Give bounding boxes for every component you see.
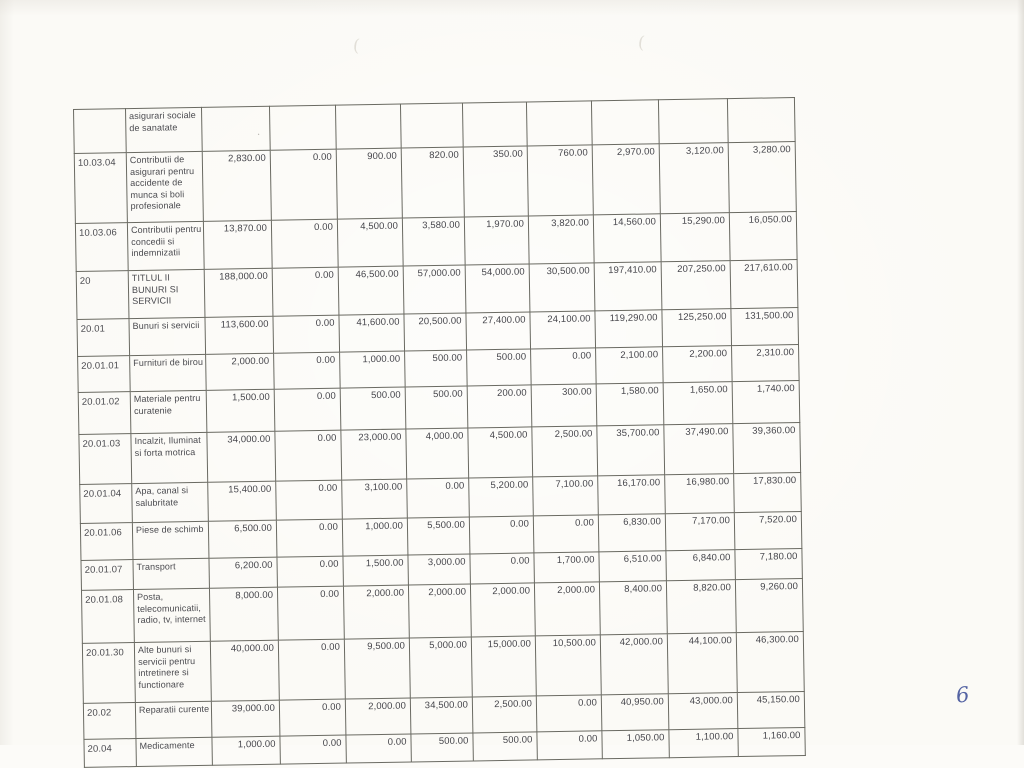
- row-code: 20.04: [84, 739, 136, 768]
- row-value: 0.00: [533, 515, 599, 553]
- row-value: 1,970.00: [464, 216, 529, 265]
- row-description: Bunuri si servicii: [129, 317, 206, 355]
- row-value: 900.00: [336, 148, 402, 219]
- row-value: 2,000.00: [343, 585, 409, 639]
- table-body: [74, 98, 806, 768]
- handwritten-page-number: 6: [954, 682, 971, 708]
- row-value: 13,870.00: [203, 220, 272, 269]
- row-code: 20.01.07: [81, 560, 133, 591]
- row-value: [400, 103, 463, 148]
- row-value: 35,700.00: [597, 425, 665, 476]
- row-value: 0.00: [273, 315, 340, 353]
- row-value: 188,000.00: [204, 268, 273, 317]
- row-value: 0.00: [537, 731, 602, 760]
- row-code: 20.01.08: [81, 590, 134, 644]
- row-description: Reparatii curente: [135, 701, 212, 738]
- row-value: 1,000.00: [340, 351, 406, 388]
- row-value: 41,600.00: [339, 314, 405, 352]
- row-value: 5,500.00: [407, 517, 470, 555]
- row-value: 4,500.00: [468, 427, 533, 478]
- row-value: [727, 98, 795, 143]
- row-value: 300.00: [531, 384, 597, 427]
- row-value: 30,500.00: [529, 263, 595, 312]
- row-value: 1,740.00: [732, 380, 800, 423]
- row-value: 8,820.00: [666, 580, 736, 634]
- row-value: 1,580.00: [596, 383, 664, 426]
- row-description: Incalzit, Iluminat si forta motrica: [131, 432, 208, 483]
- row-value: 7,520.00: [734, 511, 802, 549]
- table-row: [74, 142, 796, 224]
- row-value: 3,580.00: [402, 217, 465, 266]
- row-value: 2,970.00: [592, 144, 660, 215]
- row-value: 0.00: [407, 478, 470, 518]
- row-value: 2,830.00: [202, 150, 271, 221]
- row-code: 10.03.04: [74, 153, 127, 224]
- row-code: 20.01.04: [80, 484, 133, 524]
- row-value: 16,170.00: [598, 475, 666, 515]
- row-value: 27,400.00: [466, 312, 531, 350]
- row-value: 1,000.00: [212, 736, 280, 765]
- budget-table-container: [73, 97, 806, 768]
- row-code: 20.01: [77, 319, 130, 357]
- row-value: 2,000.00: [470, 583, 535, 637]
- row-value: 0.00: [274, 388, 341, 431]
- row-value: 0.00: [470, 553, 534, 584]
- stray-dot-artifact: .: [257, 127, 261, 138]
- row-value: 0.00: [280, 735, 346, 764]
- row-value: 5,200.00: [469, 477, 534, 517]
- row-value: 2,310.00: [732, 345, 800, 382]
- row-value: 0.00: [272, 267, 339, 316]
- row-code: 20.01.03: [79, 434, 132, 485]
- row-value: 0.00: [271, 219, 338, 268]
- row-value: 3,120.00: [659, 143, 729, 214]
- row-value: 500.00: [473, 732, 537, 761]
- row-value: 500.00: [411, 733, 473, 762]
- row-description: Contributii de asigurari pentru accidente de munca si boli profesionale: [126, 151, 203, 222]
- row-value: 45,150.00: [737, 691, 805, 728]
- row-value: 8,400.00: [599, 581, 667, 635]
- row-value: 40,000.00: [210, 640, 279, 701]
- row-value: 1,500.00: [343, 555, 408, 586]
- row-value: [658, 99, 728, 144]
- row-value: 500.00: [405, 386, 468, 429]
- row-value: 0.00: [270, 149, 337, 220]
- row-value: 200.00: [467, 385, 532, 428]
- row-value: 1,650.00: [663, 382, 733, 425]
- row-value: 1,050.00: [602, 730, 669, 759]
- row-value: 500.00: [467, 349, 532, 386]
- row-value: 2,500.00: [532, 426, 598, 477]
- row-value: 24,100.00: [530, 311, 596, 349]
- row-value: 34,500.00: [410, 697, 473, 734]
- row-code: 20.01.02: [78, 392, 131, 435]
- row-value: 0.00: [276, 519, 343, 557]
- row-value: 131,500.00: [731, 308, 799, 346]
- row-value: 15,400.00: [208, 481, 277, 521]
- row-value: 3,000.00: [408, 554, 470, 585]
- row-value: 119,290.00: [595, 310, 663, 348]
- row-value: 54,000.00: [465, 264, 530, 313]
- row-description: TITLUL II BUNURI SI SERVICII: [128, 269, 205, 318]
- row-value: 1,500.00: [206, 389, 275, 432]
- row-value: 0.00: [277, 586, 344, 640]
- row-value: 207,250.00: [661, 261, 731, 310]
- row-value: 350.00: [463, 146, 528, 217]
- row-description: Transport: [133, 558, 209, 589]
- row-code: 20.01.30: [82, 643, 135, 704]
- row-value: 57,000.00: [403, 265, 466, 314]
- row-value: 39,000.00: [211, 700, 280, 737]
- row-code: 20.01.01: [78, 356, 131, 393]
- row-value: 197,410.00: [594, 262, 662, 311]
- row-value: [526, 101, 592, 146]
- row-value: 0.00: [274, 352, 341, 389]
- row-value: 1,100.00: [669, 729, 738, 758]
- row-value: 39,360.00: [733, 422, 801, 473]
- row-value: 2,200.00: [663, 346, 733, 383]
- row-value: 0.00: [278, 639, 345, 700]
- row-value: 20,500.00: [404, 313, 467, 351]
- row-value: 15,000.00: [471, 636, 536, 697]
- row-value: 15,290.00: [660, 213, 730, 262]
- row-code: 20.02: [83, 703, 136, 740]
- row-description: Contributii pentru concedii si indemnizatii: [127, 221, 204, 270]
- row-value: 34,000.00: [207, 431, 276, 482]
- row-value: 0.00: [469, 516, 534, 554]
- row-value: 5,000.00: [409, 637, 472, 698]
- row-value: 0.00: [536, 695, 602, 732]
- row-value: 1,700.00: [534, 552, 599, 583]
- row-description: Medicamente: [136, 737, 212, 766]
- row-value: 2,100.00: [596, 347, 664, 384]
- row-value: 37,490.00: [664, 424, 734, 475]
- row-value: 17,830.00: [734, 472, 802, 512]
- row-value: 3,100.00: [342, 479, 408, 519]
- row-description: Alte bunuri si servicii pentru intretinere si functionare: [134, 641, 211, 702]
- row-value: 820.00: [401, 147, 464, 218]
- row-value: 0.00: [277, 556, 343, 587]
- row-code: [74, 109, 127, 154]
- row-code: 10.03.06: [75, 223, 128, 272]
- row-value: 3,820.00: [528, 215, 594, 264]
- row-value: [591, 100, 659, 145]
- row-value: 43,000.00: [668, 693, 738, 730]
- row-value: 2,500.00: [472, 696, 537, 733]
- row-value: 46,500.00: [338, 266, 404, 315]
- row-value: 1,000.00: [342, 518, 408, 556]
- budget-table: [73, 97, 806, 768]
- row-value: 113,600.00: [205, 316, 274, 354]
- row-value: 10,500.00: [535, 635, 601, 696]
- row-value: 2,000.00: [534, 582, 600, 636]
- row-description: Piese de schimb: [132, 521, 209, 559]
- row-value: 4,000.00: [406, 428, 469, 479]
- row-value: 125,250.00: [662, 309, 732, 347]
- row-code: 20.01.06: [80, 523, 133, 561]
- row-value: 6,830.00: [598, 514, 666, 552]
- row-value: 7,170.00: [665, 513, 735, 551]
- row-value: 0.00: [346, 734, 411, 763]
- row-value: 46,300.00: [736, 631, 804, 692]
- row-value: 44,100.00: [667, 633, 737, 694]
- row-value: 16,050.00: [729, 212, 797, 261]
- row-value: 0.00: [275, 430, 342, 481]
- row-value: 4,500.00: [337, 218, 403, 267]
- scan-smudge-mark: (: [351, 35, 361, 57]
- row-value: 760.00: [527, 145, 593, 216]
- row-value: 2,000.00: [408, 584, 471, 638]
- row-value: [462, 102, 527, 147]
- row-description: Posta, telecomunicatii, radio, tv, internet: [133, 588, 210, 642]
- row-value: 0.00: [279, 699, 346, 736]
- row-value: 6,510.00: [599, 551, 666, 582]
- scan-smudge-mark: (: [636, 32, 646, 54]
- row-value: 2,000.00: [206, 353, 275, 390]
- row-value: 217,610.00: [730, 260, 798, 309]
- row-value: 500.00: [405, 350, 468, 387]
- row-value: 42,000.00: [600, 634, 668, 695]
- row-value: [201, 106, 270, 151]
- row-description: Furnituri de birou: [130, 354, 207, 391]
- row-value: 23,000.00: [341, 429, 407, 480]
- row-value: 6,200.00: [209, 557, 277, 588]
- row-description: Apa, canal si salubritate: [132, 482, 209, 522]
- row-value: 14,560.00: [593, 214, 661, 263]
- row-description: asigurari sociale de sanatate: [126, 107, 203, 152]
- row-value: 16,980.00: [665, 474, 735, 514]
- row-value: 3,280.00: [728, 142, 796, 213]
- row-value: 9,500.00: [344, 638, 410, 699]
- row-value: [335, 104, 401, 149]
- row-value: 0.00: [276, 480, 343, 520]
- row-value: 6,840.00: [666, 550, 735, 581]
- row-value: 7,180.00: [735, 548, 802, 579]
- row-value: 2,000.00: [345, 698, 411, 735]
- row-value: 40,950.00: [601, 694, 669, 731]
- row-value: 0.00: [531, 348, 597, 385]
- row-description: Materiale pentru curatenie: [130, 390, 207, 433]
- row-value: 8,000.00: [209, 587, 278, 641]
- row-value: 7,100.00: [533, 476, 599, 516]
- row-value: [269, 105, 336, 150]
- row-code: 20: [76, 271, 129, 320]
- row-value: 6,500.00: [208, 520, 277, 558]
- row-value: 500.00: [340, 387, 406, 430]
- row-value: 9,260.00: [735, 578, 803, 632]
- row-value: 1,160.00: [738, 727, 805, 756]
